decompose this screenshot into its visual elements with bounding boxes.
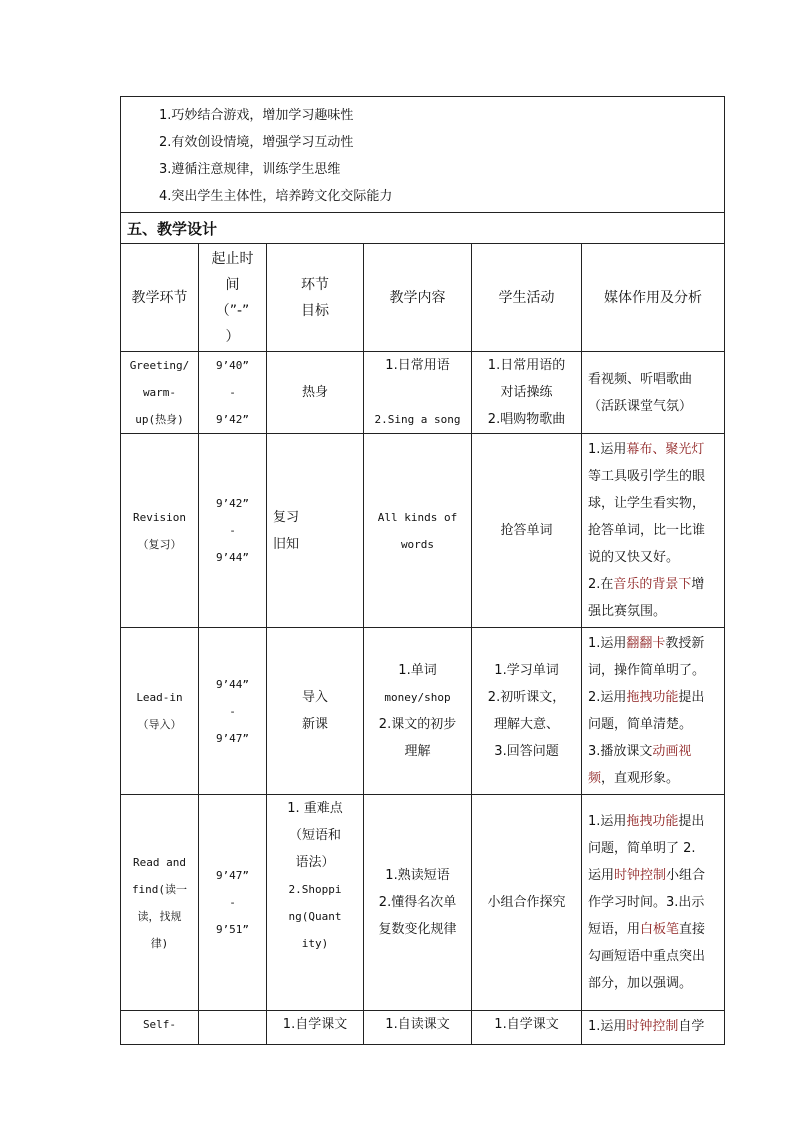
media-text: 说的又快又好。	[588, 550, 680, 565]
media-highlight: 翻翻卡	[626, 636, 666, 651]
media-highlight: 拖拽功能	[626, 690, 679, 705]
cell-content-line: 1.单词	[398, 663, 437, 678]
media-text: 增	[691, 577, 705, 592]
cell-content	[364, 1011, 472, 1045]
media-highlight: 音乐的背景下	[613, 577, 692, 592]
media-line	[588, 1013, 720, 1040]
media-text: 抢答单词，比一比谁	[588, 523, 706, 538]
cell-stage-line: up(热身)	[135, 413, 184, 426]
cell-content-line	[364, 379, 471, 406]
media-text: 1.运用	[588, 1019, 627, 1034]
cell-time	[199, 795, 267, 1011]
cell-time-line: 9’42”	[215, 497, 250, 510]
cell-activity-line: 理解大意、	[493, 717, 559, 732]
cell-time-line: -	[229, 524, 236, 537]
row-greeting	[121, 352, 725, 434]
media-text: 自学	[678, 1019, 705, 1034]
cell-content	[364, 628, 472, 795]
cell-time-line: 9’44”	[215, 677, 250, 691]
media-text: 直接	[679, 922, 706, 937]
header-time-line: 起止时	[211, 250, 254, 267]
media-line	[588, 684, 720, 711]
header-activity: 学生活动	[472, 244, 582, 352]
header-content: 教学内容	[364, 244, 472, 352]
media-text: 小组合	[666, 868, 706, 883]
row-lead-in	[121, 628, 725, 795]
media-line	[588, 393, 720, 420]
feature-item: 2.有效创设情境，增强学习互动性	[159, 135, 354, 150]
cell-content-line: 1.日常用语	[385, 358, 450, 373]
media-highlight: 幕布、聚光灯	[626, 442, 705, 457]
cell-activity	[472, 352, 582, 434]
media-line	[588, 463, 720, 490]
cell-time-line: 9’44”	[215, 551, 250, 564]
cell-goal-line: 1. 重难点	[287, 801, 343, 816]
cell-goal-line: 2.Shoppi	[288, 883, 342, 896]
cell-media	[582, 628, 725, 795]
media-line	[588, 835, 720, 862]
media-line	[588, 916, 720, 943]
media-text: ，直观形象。	[601, 771, 680, 786]
media-text: 1.运用	[588, 442, 627, 457]
media-text: 问题，简单清楚。	[588, 717, 693, 732]
media-line	[588, 598, 720, 625]
media-text: 短语，用	[588, 922, 641, 937]
cell-activity-line: 2.初听课文，	[487, 690, 566, 705]
header-time-line: 间	[225, 276, 240, 293]
cell-content-line: All kinds of	[377, 510, 458, 524]
cell-time	[199, 1011, 267, 1045]
media-highlight: 频	[588, 771, 602, 786]
media-line	[588, 436, 720, 463]
cell-goal	[267, 352, 364, 434]
feature-item: 4.突出学生主体性，培养跨文化交际能力	[159, 189, 393, 204]
cell-content-line: money/shop	[384, 691, 451, 704]
header-goal-line: 环节	[301, 276, 329, 293]
cell-time	[199, 352, 267, 434]
media-text: 3.播放课文	[588, 744, 653, 759]
media-text: 2.运用	[588, 690, 627, 705]
cell-stage	[121, 1011, 199, 1045]
cell-content-line: words	[400, 537, 435, 551]
cell-stage-line: （导入）	[137, 718, 182, 731]
cell-time-line: -	[229, 704, 236, 718]
cell-activity	[472, 628, 582, 795]
media-line	[588, 862, 720, 889]
lesson-plan-table	[120, 96, 725, 1045]
cell-time-line: 9’51”	[215, 923, 250, 936]
cell-stage-line: warm-	[142, 386, 177, 399]
cell-goal-line: 热身	[301, 385, 328, 400]
media-text: 部分，加以强调。	[588, 976, 693, 991]
media-text: 运用	[588, 868, 615, 883]
header-time-line: ）	[225, 328, 240, 345]
media-highlight: 拖拽功能	[626, 814, 679, 829]
row-self-study	[121, 1011, 725, 1045]
cell-stage-line: （复习）	[137, 537, 182, 551]
cell-activity	[472, 1011, 582, 1045]
feature-item: 1.巧妙结合游戏，增加学习趣味性	[159, 108, 354, 123]
media-line	[588, 490, 720, 517]
cell-goal	[267, 628, 364, 795]
cell-content-line: 2.课文的初步	[378, 717, 457, 732]
media-text: （活跃课堂气氛）	[588, 398, 693, 414]
feature-item: 3.遵循注意规律，训练学生思维	[159, 162, 341, 177]
cell-activity-line: 1.自学课文	[494, 1017, 559, 1032]
cell-media	[582, 352, 725, 434]
media-highlight: 白板笔	[640, 922, 680, 937]
cell-activity-line: 小组合作探究	[487, 895, 566, 910]
media-text: 提出	[678, 690, 705, 705]
media-text: 2.在	[588, 577, 614, 592]
cell-goal	[267, 434, 364, 628]
cell-goal-line: （短语和	[288, 828, 341, 843]
cell-media	[582, 1011, 725, 1045]
cell-content-line: 理解	[404, 744, 431, 759]
cell-activity	[472, 434, 582, 628]
media-line	[588, 765, 720, 792]
row-read-and-find	[121, 795, 725, 1011]
row-revision	[121, 434, 725, 628]
media-line	[588, 571, 720, 598]
media-text: 强比赛氛围。	[588, 604, 667, 619]
features-row	[121, 97, 725, 213]
cell-stage-line: 律)	[150, 936, 169, 950]
cell-content-line: 1.自读课文	[385, 1017, 450, 1032]
cell-activity	[472, 795, 582, 1011]
media-text: 词，操作简单明了。	[588, 663, 706, 678]
cell-stage-line: Read and	[133, 855, 186, 869]
cell-content	[364, 434, 472, 628]
cell-time-line: -	[229, 896, 236, 909]
cell-goal	[267, 1011, 364, 1045]
media-text: 问题，简单明了 2.	[588, 841, 696, 856]
cell-activity-line: 对话操练	[500, 385, 553, 400]
media-text: 看视频、听唱歌曲	[588, 371, 693, 387]
cell-goal-line: ng(Quant	[288, 910, 342, 923]
cell-stage-line: 读，找规	[137, 909, 182, 923]
cell-stage-line: Self-	[142, 1018, 177, 1031]
cell-goal-line: 旧知	[273, 536, 300, 552]
media-text: 教授新	[665, 636, 705, 651]
cell-goal-line: 1.自学课文	[282, 1017, 348, 1032]
media-line	[588, 517, 720, 544]
cell-content	[364, 795, 472, 1011]
media-line	[588, 738, 720, 765]
cell-content-line: 2.Sing a song	[374, 413, 461, 426]
cell-goal	[267, 795, 364, 1011]
media-line	[588, 711, 720, 738]
media-highlight: 动画视	[652, 744, 692, 759]
section-row	[121, 213, 725, 244]
cell-time-line: 9’47”	[215, 869, 250, 882]
features-cell	[121, 97, 725, 213]
cell-goal-line: 导入	[301, 690, 328, 705]
cell-content-line: 1.熟读短语	[385, 868, 450, 883]
media-text: 球，让学生看实物，	[588, 496, 706, 511]
cell-activity-line: 1.日常用语的	[487, 358, 566, 373]
cell-stage	[121, 434, 199, 628]
section-title: 五、教学设计	[121, 213, 725, 244]
media-line	[588, 630, 720, 657]
cell-time-line: 9’40”	[215, 359, 250, 372]
media-text: 1.运用	[588, 636, 627, 651]
cell-stage-line: Greeting/	[129, 359, 190, 372]
media-highlight: 时钟控制	[626, 1019, 679, 1034]
header-media: 媒体作用及分析	[582, 244, 725, 352]
media-line	[588, 808, 720, 835]
media-line	[588, 657, 720, 684]
cell-time	[199, 434, 267, 628]
cell-goal-line: 语法）	[295, 855, 335, 870]
cell-media	[582, 795, 725, 1011]
media-text: 勾画短语中重点突出	[588, 949, 706, 964]
media-text: 等工具吸引学生的眼	[588, 469, 706, 484]
cell-stage	[121, 628, 199, 795]
header-row	[121, 244, 725, 352]
header-goal-line: 目标	[301, 302, 329, 319]
media-line	[588, 970, 720, 997]
media-line	[588, 366, 720, 393]
cell-goal-line: 复习	[273, 509, 300, 525]
cell-time	[199, 628, 267, 795]
media-text: 提出	[678, 814, 705, 829]
cell-content-line: 复数变化规律	[378, 922, 457, 937]
header-time-line: （”-”	[215, 302, 250, 319]
cell-time-line: 9’42”	[215, 413, 250, 426]
cell-activity-line: 1.学习单词	[494, 663, 559, 678]
media-text: 作学习时间。3.出示	[588, 895, 705, 910]
header-stage: 教学环节	[121, 244, 199, 352]
cell-media	[582, 434, 725, 628]
cell-stage-line: Revision	[133, 510, 186, 524]
media-text: 1.运用	[588, 814, 627, 829]
cell-activity-line: 2.唱购物歌曲	[487, 412, 566, 427]
cell-stage	[121, 795, 199, 1011]
cell-stage-line: Lead-in	[136, 691, 183, 704]
cell-content	[364, 352, 472, 434]
media-line	[588, 544, 720, 571]
cell-time-line: -	[229, 386, 236, 399]
cell-stage-line: find(读一	[131, 882, 188, 896]
header-time	[199, 244, 267, 352]
cell-goal-line: ity)	[301, 937, 329, 950]
media-line	[588, 889, 720, 916]
header-goal	[267, 244, 364, 352]
cell-time-line: 9’47”	[215, 731, 250, 745]
cell-goal-line: 新课	[301, 717, 328, 732]
cell-activity-line: 抢答单词	[500, 523, 553, 538]
cell-content-line: 2.懂得名次单	[378, 895, 457, 910]
media-line	[588, 943, 720, 970]
cell-activity-line: 3.回答问题	[494, 744, 559, 759]
media-highlight: 时钟控制	[614, 868, 667, 883]
cell-stage	[121, 352, 199, 434]
